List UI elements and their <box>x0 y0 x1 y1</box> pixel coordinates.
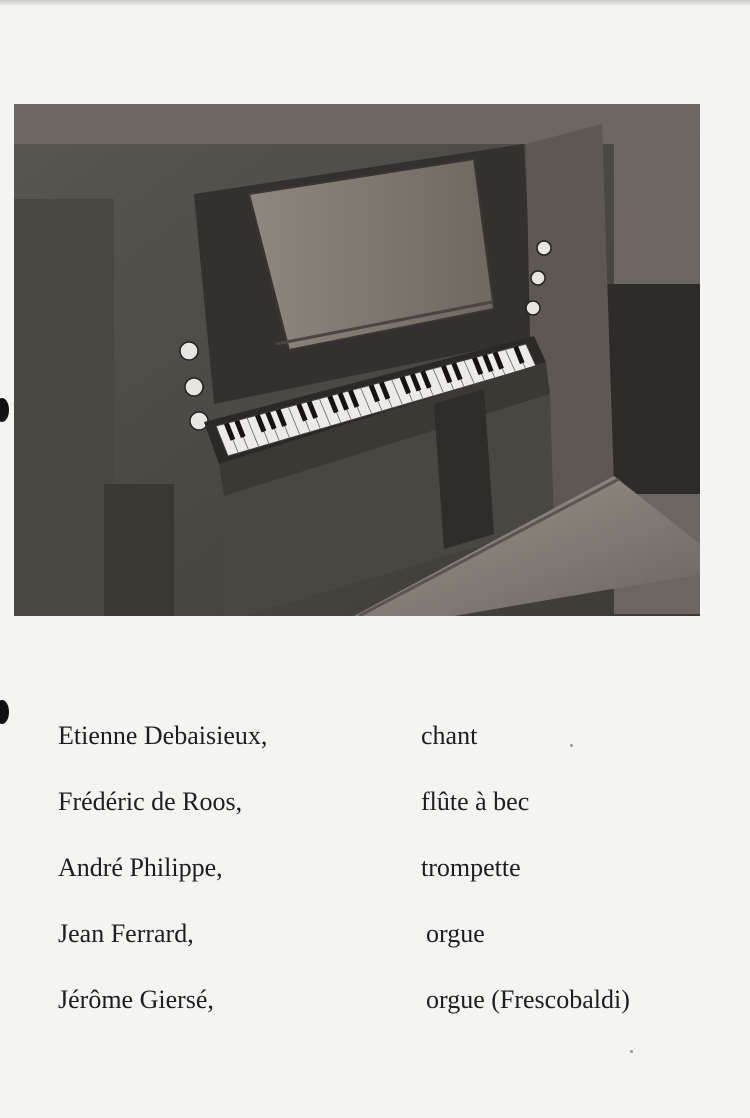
performer-name: Frédéric de Roos, <box>58 787 243 816</box>
performer-role: orgue <box>426 919 485 948</box>
scan-speck <box>630 1050 633 1053</box>
performer-role: trompette <box>421 853 521 882</box>
performer-role: orgue (Frescobaldi) <box>426 985 630 1014</box>
performer-name: Jean Ferrard, <box>58 919 194 948</box>
performer-name: André Philippe, <box>58 853 223 882</box>
performer-name: Jérôme Giersé, <box>58 985 214 1014</box>
scan-speck <box>570 744 573 747</box>
performer-role: chant <box>421 721 478 750</box>
performer-role: flûte à bec <box>421 787 530 816</box>
performer-name: Etienne Debaisieux, <box>58 721 268 750</box>
